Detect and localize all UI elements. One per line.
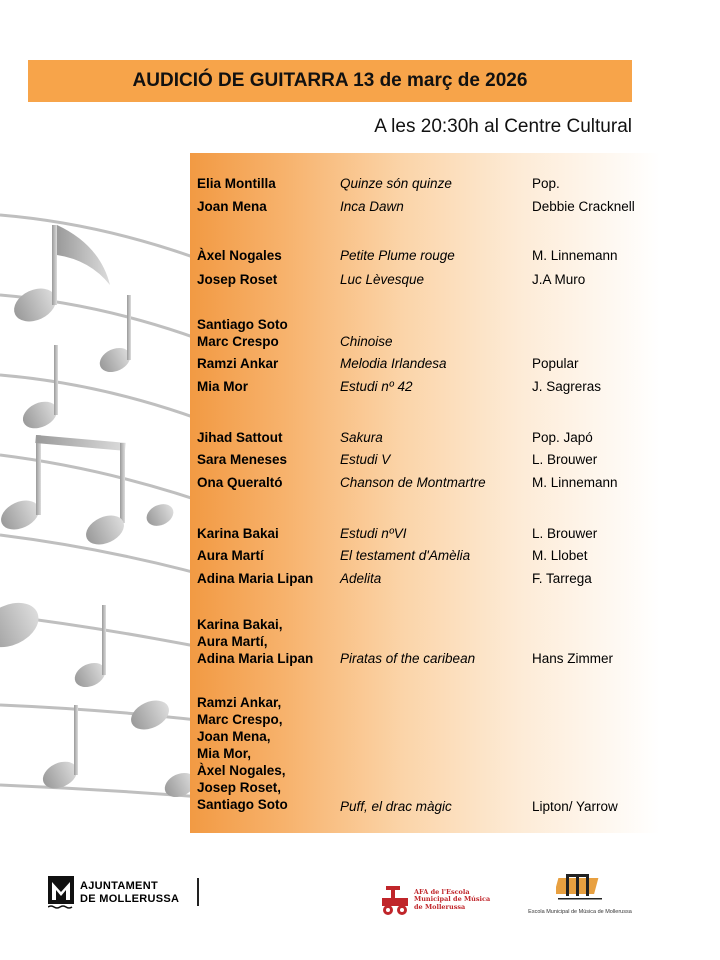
piece: Quinze són quinze bbox=[340, 176, 452, 191]
composer: J.A Muro bbox=[532, 272, 586, 287]
performer: Ramzi Ankar, Marc Crespo, Joan Mena, Mia Mor, Àxel Nogales, Josep Roset, Santiago Soto bbox=[197, 695, 288, 812]
piece: Inca Dawn bbox=[340, 199, 404, 214]
afa-line2: Municipal de Música bbox=[414, 895, 491, 904]
piece: Adelita bbox=[340, 571, 382, 586]
escola-logo bbox=[520, 872, 640, 915]
composer: Lipton/ Yarrow bbox=[532, 799, 618, 814]
event-subtitle: A les 20:30h al Centre Cultural bbox=[374, 116, 632, 137]
performer: Josep Roset bbox=[197, 272, 278, 287]
page-title: AUDICIÓ DE GUITARRA 13 de març de 2026 bbox=[132, 70, 528, 91]
composer: Pop. bbox=[532, 176, 560, 191]
escola-music-icon bbox=[556, 872, 604, 902]
ajuntament-logo bbox=[48, 876, 179, 910]
composer: F. Tarrega bbox=[532, 571, 592, 586]
composer: L. Brouwer bbox=[532, 452, 598, 467]
performer: Ona Queraltó bbox=[197, 475, 283, 490]
performer: Aura Martí bbox=[197, 548, 264, 563]
performer: Karina Bakai bbox=[197, 526, 279, 541]
piece: Luc Lèvesque bbox=[340, 272, 425, 287]
performer: Santiago Soto Marc Crespo bbox=[197, 317, 288, 349]
piece: Puff, el drac màgic bbox=[340, 799, 452, 814]
composer: Pop. Japó bbox=[532, 430, 593, 445]
performer: Sara Meneses bbox=[197, 452, 288, 467]
composer: M. Linnemann bbox=[532, 475, 618, 490]
afa-logo bbox=[380, 884, 490, 916]
performer: Àxel Nogales bbox=[197, 248, 282, 263]
escola-caption: Escola Municipal de Música de Mollerussa bbox=[528, 909, 632, 915]
piece: Sakura bbox=[340, 430, 383, 445]
composer: J. Sagreras bbox=[532, 379, 602, 394]
performer: Mia Mor bbox=[197, 379, 249, 394]
afa-tractor-icon bbox=[380, 884, 410, 916]
composer: Popular bbox=[532, 356, 579, 371]
afa-line3: de Mollerussa bbox=[414, 902, 466, 911]
performer: Jihad Sattout bbox=[197, 430, 283, 445]
ajuntament-line1: AJUNTAMENT bbox=[80, 880, 158, 892]
composer: Debbie Cracknell bbox=[532, 199, 635, 214]
composer: Hans Zimmer bbox=[532, 651, 614, 666]
composer: L. Brouwer bbox=[532, 526, 598, 541]
ajuntament-line2: DE MOLLERUSSA bbox=[80, 893, 180, 905]
composer: M. Llobet bbox=[532, 548, 588, 563]
composer: M. Linnemann bbox=[532, 248, 618, 263]
piece: Petite Plume rouge bbox=[340, 248, 455, 263]
afa-line1: AFA de l'Escola bbox=[414, 887, 470, 896]
piece: Melodia Irlandesa bbox=[340, 356, 447, 371]
footer bbox=[0, 870, 720, 930]
piece: Chanson de Montmartre bbox=[340, 475, 486, 490]
performer: Adina Maria Lipan bbox=[197, 571, 314, 586]
piece: Estudi V bbox=[340, 452, 391, 467]
piece: Estudi nº 42 bbox=[340, 379, 413, 394]
piece: Piratas of the caribean bbox=[340, 651, 476, 666]
divider bbox=[197, 878, 199, 906]
title-bar bbox=[28, 60, 632, 102]
performer: Joan Mena bbox=[197, 199, 267, 214]
piece: Chinoise bbox=[340, 334, 393, 349]
performer: Elia Montilla bbox=[197, 176, 276, 191]
ajuntament-m-icon bbox=[48, 876, 74, 910]
piece: Estudi nºVI bbox=[340, 526, 407, 541]
performer: Ramzi Ankar bbox=[197, 356, 279, 371]
piece: El testament d'Amèlia bbox=[340, 548, 471, 563]
performer: Karina Bakai, Aura Martí, Adina Maria Lipan bbox=[197, 617, 314, 666]
